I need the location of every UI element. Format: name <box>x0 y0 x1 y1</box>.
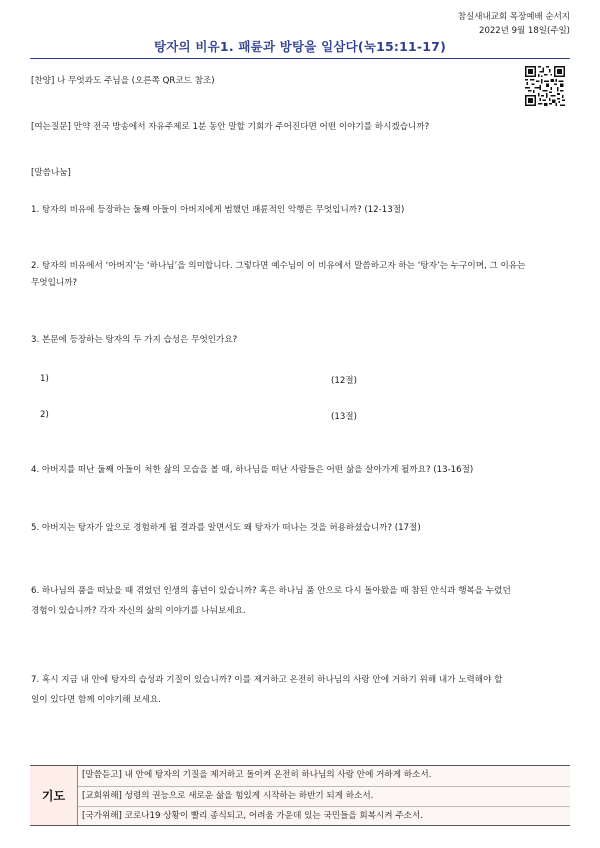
question-6-line-2: 경험이 있습니까? 각자 자신의 삶의 이야기를 나눠보세요. <box>31 606 246 616</box>
question-5: 5. 아버지는 탕자가 앞으로 경험하게 될 결과를 알면서도 왜 탕자가 떠나는 것을 허용하셨습니까? (17절) <box>31 523 421 533</box>
prayer-box <box>30 765 570 826</box>
answer-1-reference: (12절) <box>331 376 357 386</box>
question-4: 4. 아버지를 떠난 둘째 아들이 처한 삶의 모습을 볼 때, 하나님을 떠난 사람들은 어떤 삶을 살아가게 될까요? (13-16절) <box>31 465 474 475</box>
question-3: 3. 본문에 등장하는 탕자의 두 가지 습성은 무엇인가요? <box>31 335 238 345</box>
prayer-for-church: [교회위해] 성령의 권능으로 새로운 삶을 힘있게 시작하는 하반기 되게 하소서. <box>78 786 570 806</box>
prayer-label: 기도 <box>30 766 78 825</box>
answer-1-number: 1) <box>40 374 49 384</box>
opening-question: [여는질문] 만약 전국 방송에서 자유주제로 1분 동안 말할 기회가 주어진다면 어떤 이야기를 하시겠습니까? <box>31 122 430 132</box>
praise-line: [찬양] 나 무엇과도 주님을 (오른쪽 QR코드 참조) <box>31 76 215 86</box>
qr-code-icon[interactable] <box>525 66 565 106</box>
prayer-for-nation: [국가위해] 코로나19 상황이 빨리 종식되고, 어려움 가운데 있는 국민들을 회복시켜 주소서. <box>78 806 570 826</box>
date-line: 2022년 9월 18일(주일) <box>479 26 570 36</box>
answer-2-number: 2) <box>40 410 49 420</box>
page-title: 탕자의 비유1. 패륜과 방탕을 일삼다(눅15:11-17) <box>154 39 446 54</box>
discussion-heading: [말씀나눔] <box>31 168 71 178</box>
prayer-for-word: [말씀듣고] 내 안에 탕자의 기질을 제거하고 돌이켜 온전히 하나님의 사랑 안에 거하게 하소서. <box>82 770 432 780</box>
title-divider <box>30 58 570 59</box>
question-7-line-1: 7. 혹시 지금 내 안에 탕자의 습성과 기질이 있습니까? 이를 제거하고 온전히 하나님의 사랑 안에 거하기 위해 내가 노력해야 할 <box>31 675 503 685</box>
church-line: 참실새내교회 목장예배 순서지 <box>457 12 570 22</box>
header-meta <box>458 10 570 38</box>
answer-2-reference: (13절) <box>331 412 357 422</box>
question-1: 1. 탕자의 비유에 등장하는 둘째 아들이 아버지에게 범했던 패륜적인 악행은 무엇입니까? (12-13절) <box>31 205 405 215</box>
question-2-line-1: 2. 탕자의 비유에서 ‘아버지’는 ‘하나님’을 의미합니다. 그렇다면 예수님이 이 비유에서 말씀하고자 하는 ‘탕자’는 누구이며, 그 이유는 <box>31 261 526 271</box>
question-2-line-2: 무엇입니까? <box>31 278 78 288</box>
question-7-line-2: 일이 있다면 함께 이야기해 보세요. <box>31 695 161 705</box>
question-6-line-1: 6. 하나님의 품을 떠났을 때 겪었던 인생의 흉년이 있습니까? 혹은 하나님 품 안으로 다시 돌아왔을 때 참된 안식과 행복을 누렸던 <box>31 586 511 596</box>
